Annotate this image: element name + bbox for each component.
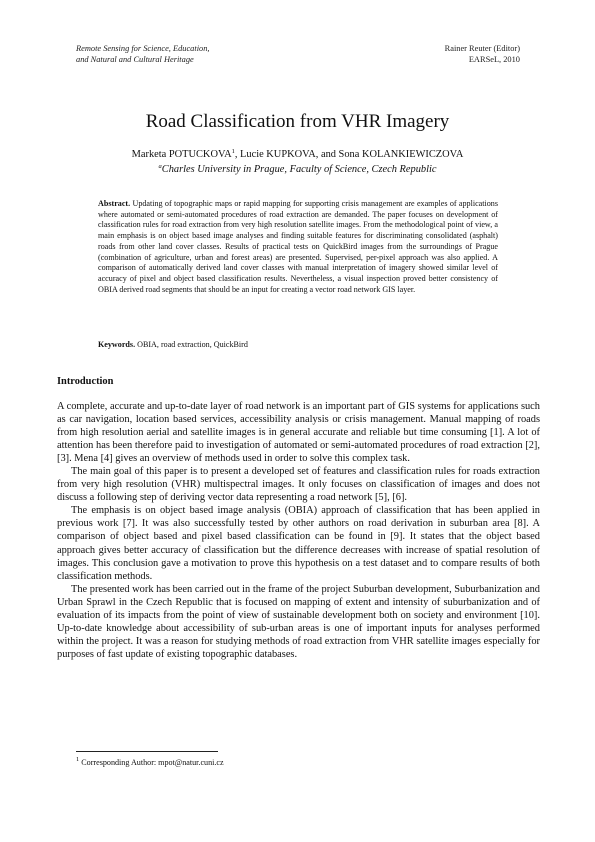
- paragraph: The main goal of this paper is to present a developed set of features and classification rules for roads extraction from very high resolution (VHR) multispectral images. It only focuses on classification of images and does not discuss a following step of deriving vector data representing a road network [5], [6].: [57, 466, 540, 504]
- running-header-left: [76, 43, 210, 65]
- keywords-text: OBIA, road extraction, QuickBird: [135, 340, 248, 349]
- abstract-label: Abstract.: [98, 199, 131, 208]
- keywords: [98, 340, 498, 351]
- other-authors: , Lucie KUPKOVA, and Sona KOLANKIEWICZOVA: [234, 149, 464, 160]
- header-right-line-2: EARSeL, 2010: [468, 55, 520, 64]
- running-header-right: [445, 43, 520, 65]
- footnote-mark: 1: [76, 756, 80, 763]
- affiliation-mark: a: [158, 163, 162, 170]
- section-heading: Introduction: [57, 376, 114, 387]
- paragraph: A complete, accurate and up-to-date layer of road network is an important part of GIS systems for applications such as car navigation, location based services, accessibility analysis or crisis management. Manual mapping of roads from high resolution aerial and satellite images is in general accurate and reliable but time consuming [1]. A lot of attention has been therefore paid to investigation of automated or semi-automated procedures of road extraction [2], [3]. Mena [4] gives an overview of methods used in order to solve this complex task.: [57, 401, 540, 465]
- keywords-label: Keywords.: [98, 340, 136, 349]
- affiliation-text: Charles University in Prague, Faculty of Science, Czech Republic: [161, 164, 437, 175]
- author-1-footnote-mark: 1: [231, 148, 235, 155]
- author-list: [0, 148, 595, 161]
- header-left-line-1: Remote Sensing for Science, Education,: [76, 44, 210, 53]
- paragraph: The presented work has been carried out in the frame of the project Suburban development, Suburbanization and Urban Sprawl in the Czech Republic that is focused on mapping of extent and intensity of suburbanization and of evaluation of its impacts from the point of view of sustainable development both on society and environment [10]. Up-to-date knowledge about accessibility of sub-urban areas is one of important inputs for analyses performed within the project. It was a reason for studying methods of road extraction from VHR satellite images especially for purposes of fast update of existing topographic databases.: [57, 583, 540, 660]
- footnote-text: Corresponding Author: mpot@natur.cuni.cz: [79, 758, 224, 767]
- footnote-divider: [76, 751, 218, 752]
- footnote: [76, 757, 224, 768]
- header-left-line-2: and Natural and Cultural Heritage: [76, 55, 194, 64]
- author-1: Marketa POTUCKOVA: [131, 149, 232, 160]
- abstract-text: Updating of topographic maps or rapid mapping for supporting crisis management are examples of applications where automated or semi-automated procedures of road extraction are demanded. The paper focuses on development of classification rules for road extraction from very high resolution satellite images. From the methodological point of view, a main emphasis is on object based image analyses and finding suitable features for discriminating consolidated (asphalt) roads from other land cover classes. Results of practical tests on QuickBird images from the surroundings of Prague (combination of agriculture, urban and forest areas) are presented. Supervised, per-pixel approach was also applied. A comparison of automatically derived land cover classes with manual interpretation of imagery showed similar level of accuracy of pixel and object based classification results. Nevertheless, a visual inspection proved better consistency of OBIA derived road segments that should be an input for creating a vector road network GIS layer.: [98, 199, 498, 294]
- header-right-line-1: Rainer Reuter (Editor): [444, 44, 520, 53]
- abstract: [98, 199, 498, 295]
- paragraph: The emphasis is on object based image analysis (OBIA) approach of classification that has been applied in previous work [7]. It was also successfully tested by other authors on road derivation in suburban area [8]. A comparison of object based and pixel based classification can be found in [9]. It states that the object based approach gives better accuracy of classification but the difference decreases with increase of spatial resolution of images. This conclusion gave a motivation to prove this hypothesis on a test dataset and to compare results of both classification methods.: [57, 505, 540, 582]
- paper-title: Road Classification from VHR Imagery: [145, 111, 450, 132]
- body-text: [57, 400, 540, 661]
- affiliation: [0, 163, 595, 176]
